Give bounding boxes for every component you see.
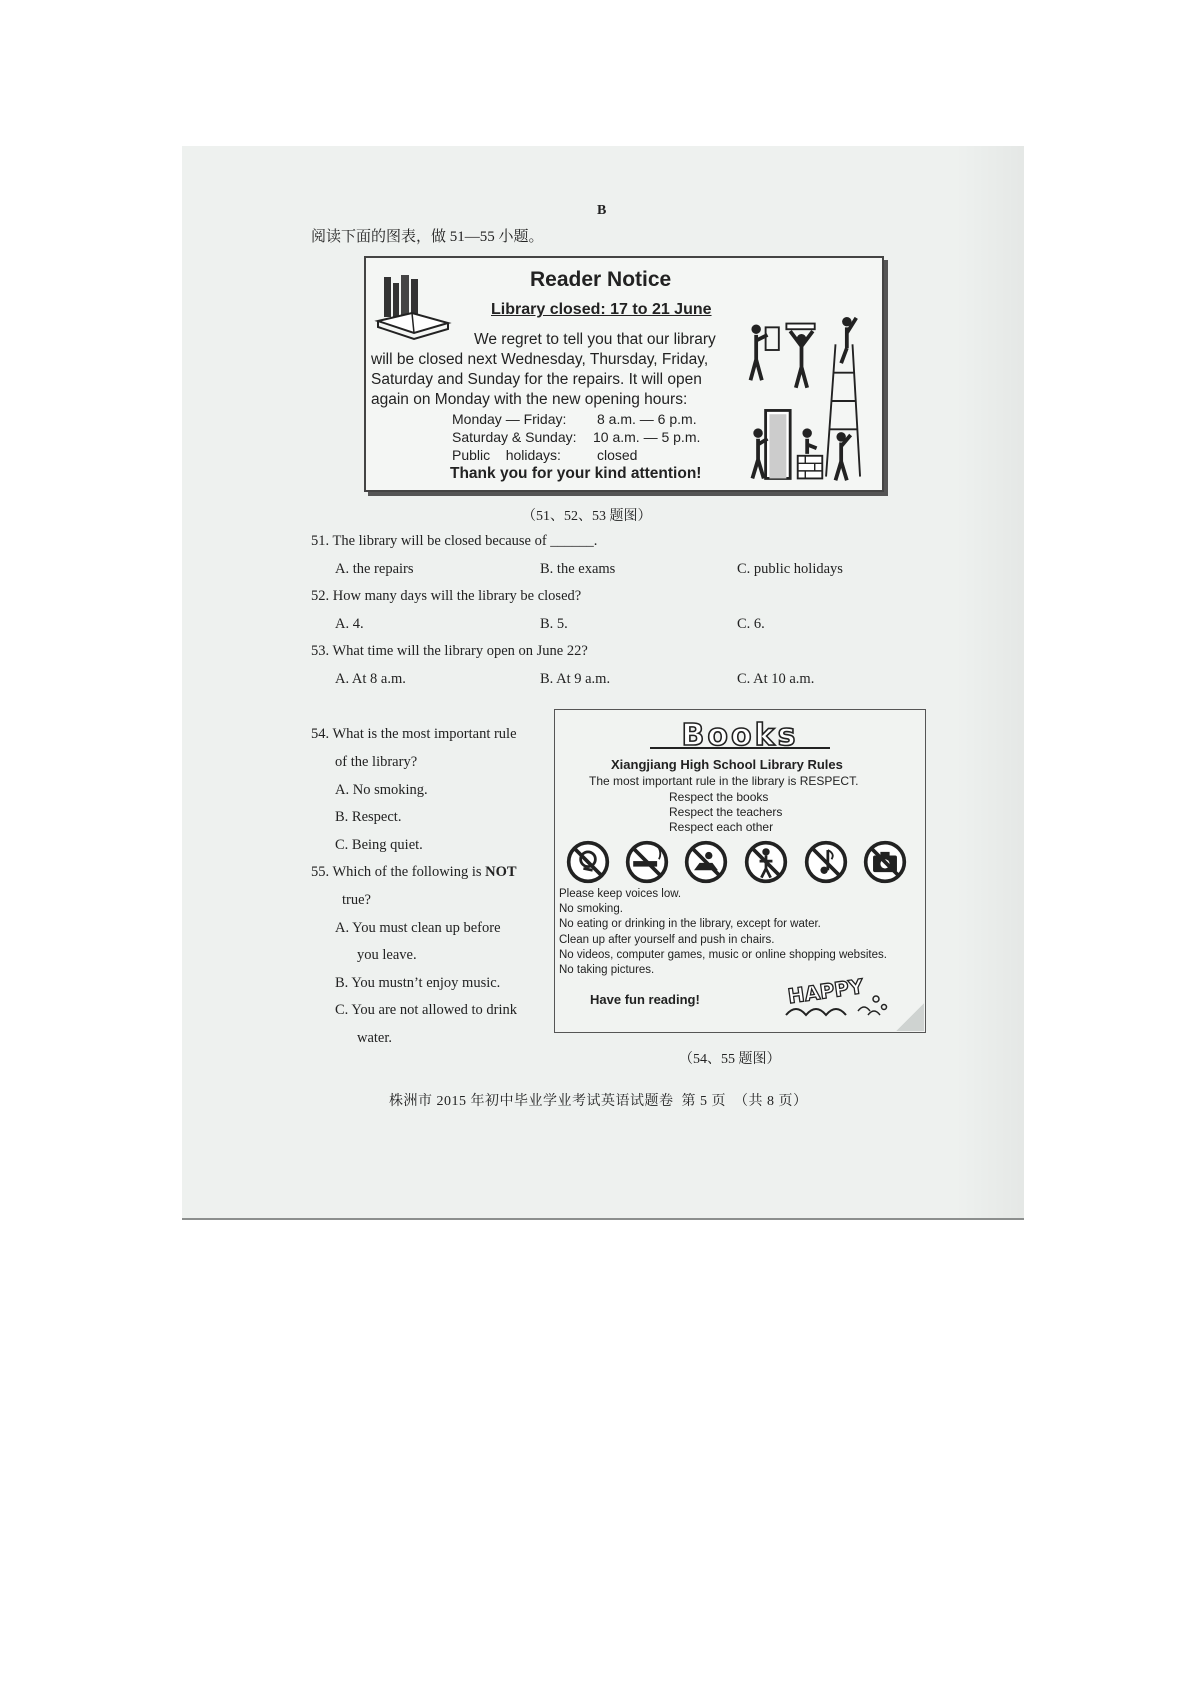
no-talking-icon [565, 839, 611, 885]
option-53-c: C. At 10 a.m. [737, 671, 815, 687]
page-curl [896, 1003, 924, 1031]
hours-time-3: closed [597, 447, 638, 463]
caption-51-53: （51、52、53 题图） [522, 509, 652, 524]
happy-graphic [780, 975, 890, 1025]
question-53: 53. What time will the library open on June 22? [311, 643, 588, 659]
caption-54-55: （54、55 题图） [679, 1052, 781, 1067]
option-55-c-cont: water. [357, 1030, 393, 1046]
option-54-a: A. No smoking. [335, 782, 428, 798]
notice-title: Reader Notice [530, 268, 672, 291]
rules-list [559, 887, 887, 978]
notice-body [371, 330, 741, 410]
question-55-text: 55. Which of the following is [311, 864, 486, 880]
option-52-a: A. 4. [335, 616, 364, 632]
hours-days-2: Saturday & Sunday: [452, 429, 577, 445]
no-camera-icon [862, 839, 908, 885]
page-footer: 株洲市 2015 年初中毕业学业考试英语试题卷 第 5 页 （共 8 页） [389, 1094, 808, 1109]
books-logo-text: Books [681, 718, 799, 753]
scan-edge [182, 1218, 1024, 1220]
workers-illustration [745, 316, 875, 486]
option-55-a: A. You must clean up before [335, 920, 501, 936]
option-51-a: A. the repairs [335, 561, 414, 577]
rule-item: No taking pictures. [559, 964, 655, 977]
have-fun-reading: Have fun reading! [590, 992, 700, 1007]
hours-time-1: 8 a.m. — 6 p.m. [597, 411, 697, 427]
question-54-cont: of the library? [335, 754, 418, 770]
hours-time-2: 10 a.m. — 5 p.m. [593, 429, 701, 445]
option-54-c: C. Being quiet. [335, 837, 423, 853]
respect-each-other: Respect each other [669, 820, 774, 834]
question-51: 51. The library will be closed because of ______. [311, 533, 598, 549]
option-51-c: C. public holidays [737, 561, 843, 577]
notice-line: We regret to tell you that our library [474, 331, 716, 348]
hours-days-3: Public holidays: [452, 447, 561, 463]
rule-item: No videos, computer games, music or online shopping websites. [559, 948, 887, 961]
question-54: 54. What is the most important rule [311, 726, 517, 742]
option-52-b: B. 5. [540, 616, 568, 632]
rule-item: Please keep voices low. [559, 888, 682, 900]
option-53-b: B. At 9 a.m. [540, 671, 611, 687]
notice-subtitle: Library closed: 17 to 21 June [491, 301, 712, 318]
notice-thanks: Thank you for your kind attention! [450, 465, 702, 482]
respect-teachers: Respect the teachers [669, 805, 783, 819]
option-52-c: C. 6. [737, 616, 765, 632]
no-music-icon [803, 839, 849, 885]
option-51-b: B. the exams [540, 561, 616, 577]
no-smoking-icon [624, 839, 670, 885]
instruction: 阅读下面的图表，做 51—55 小题。 [311, 229, 544, 245]
rule-item: No smoking. [559, 903, 623, 916]
respect-books: Respect the books [669, 790, 769, 804]
option-55-b: B. You mustn’t enjoy music. [335, 975, 501, 991]
no-games-icon [743, 839, 789, 885]
rules-important: The most important rule in the library is RESPECT. [589, 774, 859, 788]
question-55-not: NOT [485, 864, 517, 880]
option-55-a-cont: you leave. [357, 947, 417, 963]
notice-line: will be closed next Wednesday, Thursday, Friday, [371, 351, 709, 368]
rules-title: Xiangjiang High School Library Rules [611, 757, 843, 772]
rule-item: Clean up after yourself and push in chairs. [559, 933, 775, 946]
section-label: B [597, 203, 607, 218]
hours-days-1: Monday — Friday: [452, 411, 567, 427]
scan-shadow [955, 146, 1024, 1220]
question-52: 52. How many days will the library be closed? [311, 588, 582, 604]
happy-text: HAPPY [786, 974, 865, 1009]
question-55 [311, 864, 517, 881]
rule-item: No eating or drinking in the library, except for water. [559, 918, 821, 931]
option-53-a: A. At 8 a.m. [335, 671, 406, 687]
no-eating-icon [683, 839, 729, 885]
option-54-b: B. Respect. [335, 809, 402, 825]
question-55-cont: true? [342, 892, 371, 908]
books-logo [640, 718, 840, 752]
notice-line: again on Monday with the new opening hours: [371, 391, 688, 408]
notice-line: Saturday and Sunday for the repairs. It will open [371, 371, 702, 388]
option-55-c: C. You are not allowed to drink [335, 1002, 518, 1018]
